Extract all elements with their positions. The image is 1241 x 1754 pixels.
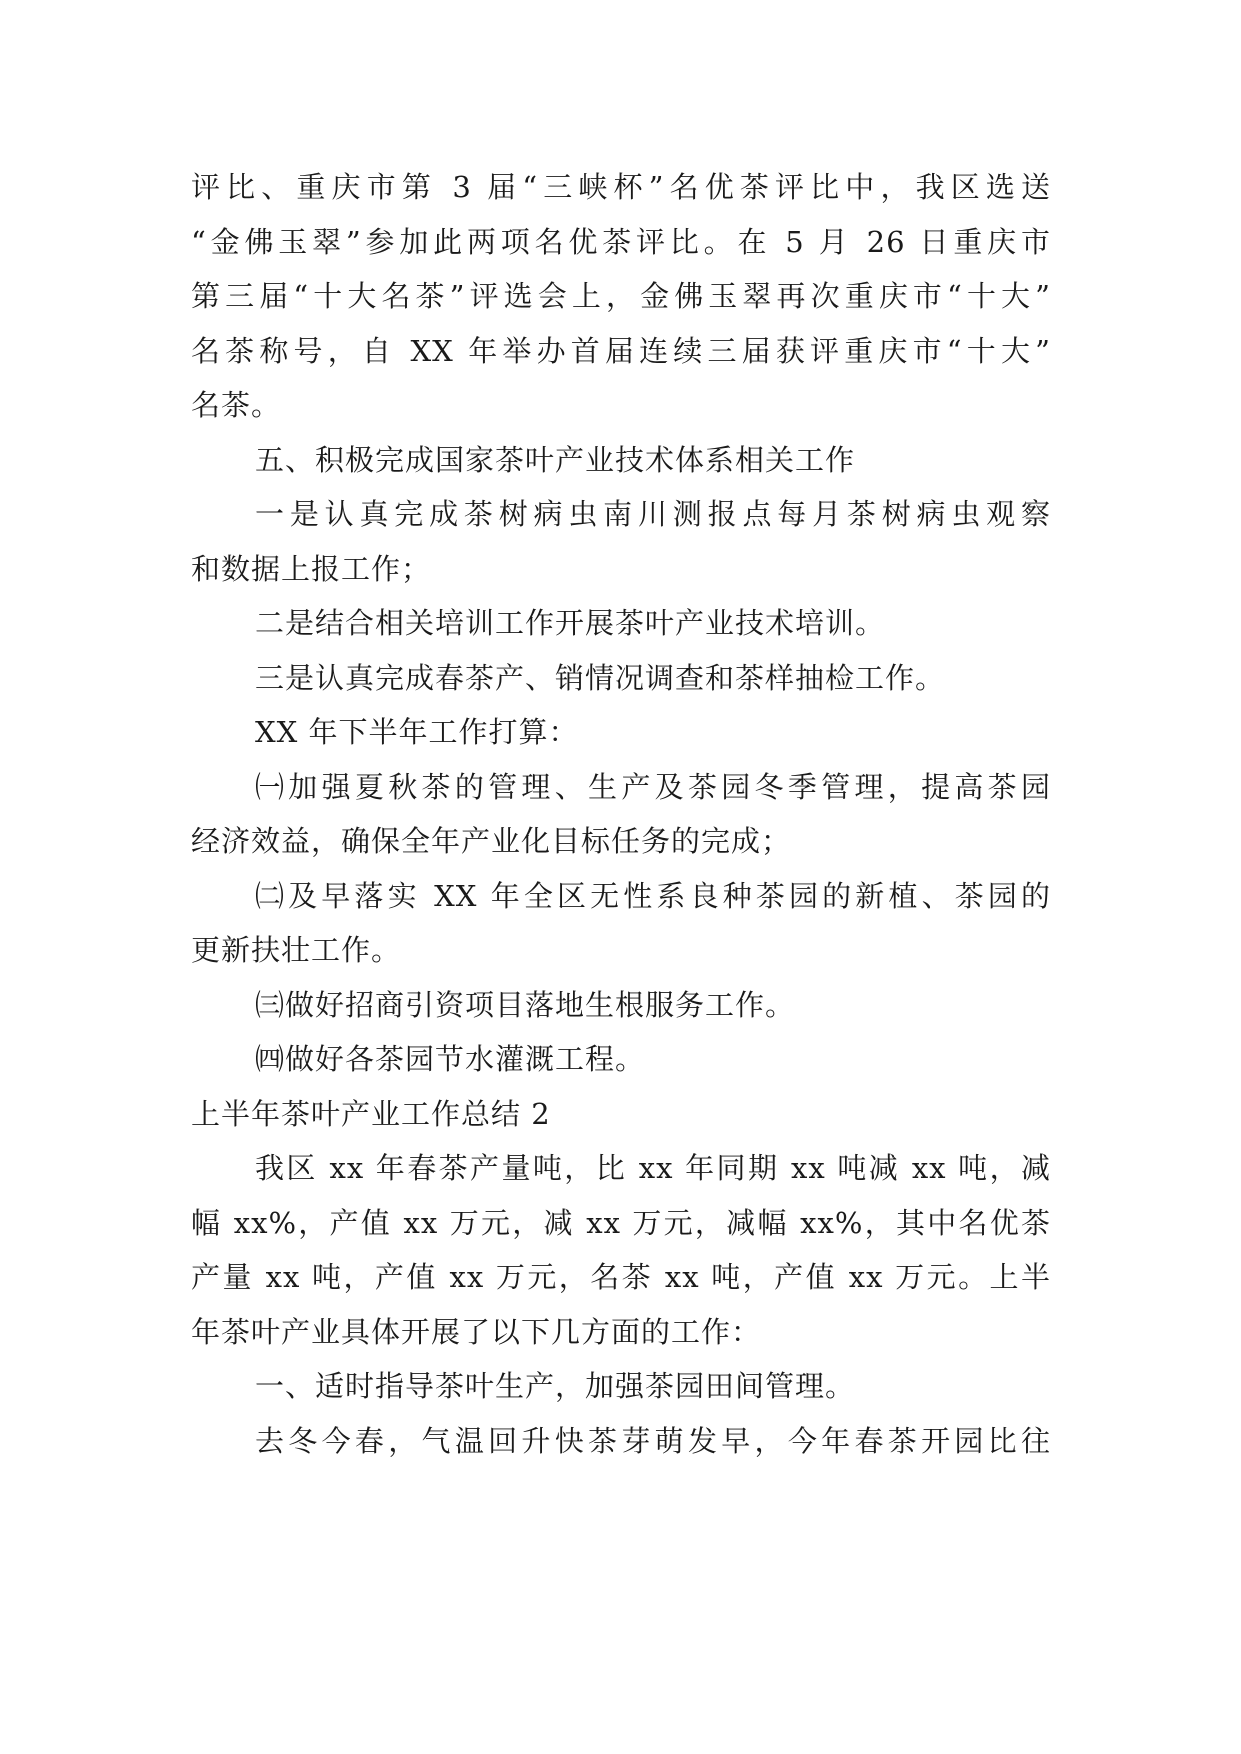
text-line: 产量 xx 吨，产值 xx 万元，名茶 xx 吨，产值 xx 万元。上半 [191,1260,1051,1294]
text-line: ㈠加强夏秋茶的管理、生产及茶园冬季管理，提高茶园 [255,769,1051,804]
text-line: 三是认真完成春茶产、销情况调查和茶样抽检工作。 [255,660,946,695]
text-line: “金佛玉翠”参加此两项名优茶评比。在 5 月 26 日重庆市 [191,224,1051,259]
text-line: 上半年茶叶产业工作总结 2 [191,1096,551,1131]
text-line: 幅 xx%，产值 xx 万元，减 xx 万元，减幅 xx%，其中名优茶 [191,1205,1051,1240]
text-line: 二是结合相关培训工作开展茶叶产业技术培训。 [255,606,886,640]
text-line: 更新扶壮工作。 [191,933,402,967]
text-line: 经济效益，确保全年产业化目标任务的完成； [191,824,792,858]
text-line: ㈡及早落实 XX 年全区无性系良种茶园的新植、茶园的 [255,878,1051,913]
text-line: XX 年下半年工作打算： [255,715,579,749]
text-line: 评比、重庆市第 3 届“三峡杯”名优茶评比中，我区选送 [191,170,1051,204]
document-body [191,160,1051,1468]
text-line: 去冬今春，气温回升快茶芽萌发早，今年春茶开园比往 [255,1423,1051,1458]
text-line: 一、适时指导茶叶生产，加强茶园田间管理。 [255,1369,856,1403]
text-line: 一是认真完成茶树病虫南川测报点每月茶树病虫观察 [255,497,1051,531]
text-line: ㈢做好招商引资项目落地生根服务工作。 [255,987,796,1022]
text-line: 名茶称号，自 XX 年举办首届连续三届获评重庆市“十大” [191,333,1051,368]
text-line: 名茶。 [191,388,282,422]
text-line: 五、积极完成国家茶叶产业技术体系相关工作 [255,442,856,477]
text-line: 我区 xx 年春茶产量吨，比 xx 年同期 xx 吨减 xx 吨，减 [255,1151,1051,1185]
text-line: 年茶叶产业具体开展了以下几方面的工作： [191,1314,762,1349]
text-line: 第三届“十大名茶”评选会上，金佛玉翠再次重庆市“十大” [191,279,1051,313]
text-line: 和数据上报工作； [191,551,432,586]
text-line: ㈣做好各茶园节水灌溉工程。 [255,1042,646,1076]
